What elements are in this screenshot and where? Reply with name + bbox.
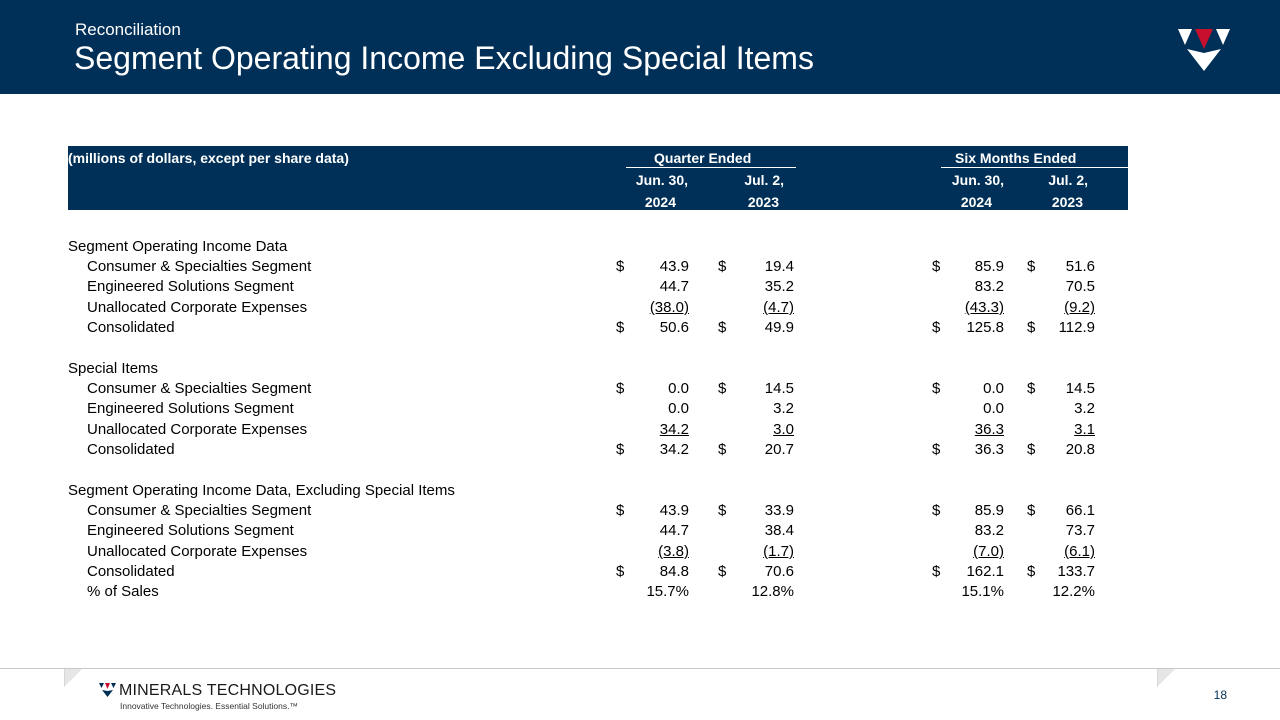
row-label: Consolidated [87,563,175,580]
currency-symbol: $ [932,380,941,397]
footer-divider [0,668,1280,669]
cell-value: 133.7 [1057,563,1095,580]
slide-title: Segment Operating Income Excluding Special Items [74,40,814,76]
table-row [0,278,1280,298]
table-row [0,583,1280,603]
cell-value: 0.0 [983,400,1004,417]
table-row [0,319,1280,339]
cell-value: 70.6 [764,563,794,580]
cell-value: 85.9 [974,258,1004,275]
page-corner-icon [1157,669,1175,687]
cell-value: 35.2 [764,278,794,295]
cell-value: 15.7% [646,583,689,600]
group-underline [626,167,796,168]
col-header: Jun. 30, [635,172,688,188]
col-header: Jul. 2, [1048,172,1088,188]
table-row [0,299,1280,319]
brand-tagline: Innovative Technologies. Essential Solutions.™ [120,701,298,711]
cell-value: 20.8 [1065,441,1095,458]
currency-symbol: $ [932,441,941,458]
cell-value: (43.3) [964,299,1004,316]
cell-value: 12.8% [751,583,794,600]
row-label: Consumer & Specialties Segment [87,380,312,397]
section-heading-row [0,238,1280,258]
row-label: Engineered Solutions Segment [87,400,294,417]
currency-symbol: $ [616,563,625,580]
section-heading-row [0,482,1280,502]
cell-value: (3.8) [658,543,689,560]
section-heading-row [0,360,1280,380]
cell-value: 3.2 [773,400,794,417]
table-row [0,441,1280,461]
currency-symbol: $ [1027,441,1036,458]
cell-value: (4.7) [763,299,794,316]
currency-symbol: $ [616,502,625,519]
units-label: (millions of dollars, except per share data) [68,150,349,166]
currency-symbol: $ [1027,380,1036,397]
cell-value: 0.0 [668,380,689,397]
table-row [0,400,1280,420]
currency-symbol: $ [616,258,625,275]
currency-symbol: $ [1027,258,1036,275]
slide-header [0,0,1280,94]
cell-value: 43.9 [659,502,689,519]
currency-symbol: $ [718,502,727,519]
currency-symbol: $ [932,319,941,336]
cell-value: 50.6 [659,319,689,336]
cell-value: 43.9 [659,258,689,275]
cell-value: 162.1 [966,563,1004,580]
row-label: Consumer & Specialties Segment [87,258,312,275]
cell-value: 19.4 [764,258,794,275]
cell-value: 70.5 [1065,278,1095,295]
cell-value: 73.7 [1065,522,1095,539]
cell-value: 0.0 [668,400,689,417]
cell-value: 44.7 [659,278,689,295]
cell-value: 14.5 [764,380,794,397]
cell-value: 15.1% [961,583,1004,600]
section-heading: Segment Operating Income Data [68,238,288,255]
col-header: Jun. 30, [951,172,1004,188]
col-header: 2024 [960,194,992,210]
currency-symbol: $ [932,563,941,580]
row-label: Unallocated Corporate Expenses [87,421,308,438]
currency-symbol: $ [616,319,625,336]
cell-value: 0.0 [983,380,1004,397]
table-row [0,563,1280,583]
table-row [0,258,1280,278]
brand-name: MINERALS TECHNOLOGIES [119,682,337,699]
col-header: Jul. 2, [744,172,784,188]
col-header: 2023 [1051,194,1083,210]
cell-value: 125.8 [966,319,1004,336]
cell-value: 33.9 [764,502,794,519]
currency-symbol: $ [1027,563,1036,580]
currency-symbol: $ [718,319,727,336]
currency-symbol: $ [718,441,727,458]
cell-value: 112.9 [1058,319,1095,336]
currency-symbol: $ [718,563,727,580]
row-label: Unallocated Corporate Expenses [87,299,308,316]
currency-symbol: $ [718,258,727,275]
row-label: Consolidated [87,319,175,336]
col-header: 2023 [747,194,779,210]
cell-value: (38.0) [649,299,689,316]
cell-value: 66.1 [1065,502,1095,519]
cell-value: 14.5 [1065,380,1095,397]
group-underline [941,167,1128,168]
currency-symbol: $ [932,502,941,519]
row-label: % of Sales [87,583,159,600]
cell-value: 84.8 [659,563,689,580]
currency-symbol: $ [616,380,625,397]
cell-value: 51.6 [1065,258,1095,275]
cell-value: 34.2 [659,421,689,438]
cell-value: 3.2 [1074,400,1095,417]
cell-value: 83.2 [974,522,1004,539]
table-row [0,522,1280,542]
row-label: Consumer & Specialties Segment [87,502,312,519]
section-heading: Special Items [68,360,159,377]
cell-value: 44.7 [659,522,689,539]
currency-symbol: $ [1027,319,1036,336]
cell-value: 83.2 [974,278,1004,295]
section-heading: Segment Operating Income Data, Excluding Special Items [68,482,455,499]
table-row [0,543,1280,563]
cell-value: 49.9 [764,319,794,336]
currency-symbol: $ [932,258,941,275]
row-label: Unallocated Corporate Expenses [87,543,308,560]
cell-value: 12.2% [1052,583,1095,600]
table-row [0,421,1280,441]
cell-value: 34.2 [659,441,689,458]
cell-value: 36.3 [974,441,1004,458]
currency-symbol: $ [616,441,625,458]
cell-value: 38.4 [764,522,794,539]
page-corner-icon [64,669,82,687]
cell-value: 20.7 [764,441,794,458]
table-header [68,146,1128,210]
cell-value: 36.3 [974,421,1004,438]
page-number: 18 [1213,688,1227,702]
company-logo-icon [1176,27,1232,73]
col-header: 2024 [644,194,676,210]
cell-value: 3.0 [773,421,794,438]
currency-symbol: $ [1027,502,1036,519]
brand-mark-icon [99,683,116,697]
group-header-six-months: Six Months Ended [955,150,1077,166]
row-label: Engineered Solutions Segment [87,278,294,295]
cell-value: (9.2) [1064,299,1095,316]
cell-value: (6.1) [1064,543,1095,560]
cell-value: (1.7) [763,543,794,560]
row-label: Engineered Solutions Segment [87,522,294,539]
cell-value: 85.9 [974,502,1004,519]
row-label: Consolidated [87,441,175,458]
table-row [0,502,1280,522]
cell-value: 3.1 [1074,421,1095,438]
currency-symbol: $ [718,380,727,397]
table-row [0,380,1280,400]
slide-subtitle: Reconciliation [75,20,181,39]
group-header-quarter: Quarter Ended [654,150,752,166]
cell-value: (7.0) [973,543,1004,560]
